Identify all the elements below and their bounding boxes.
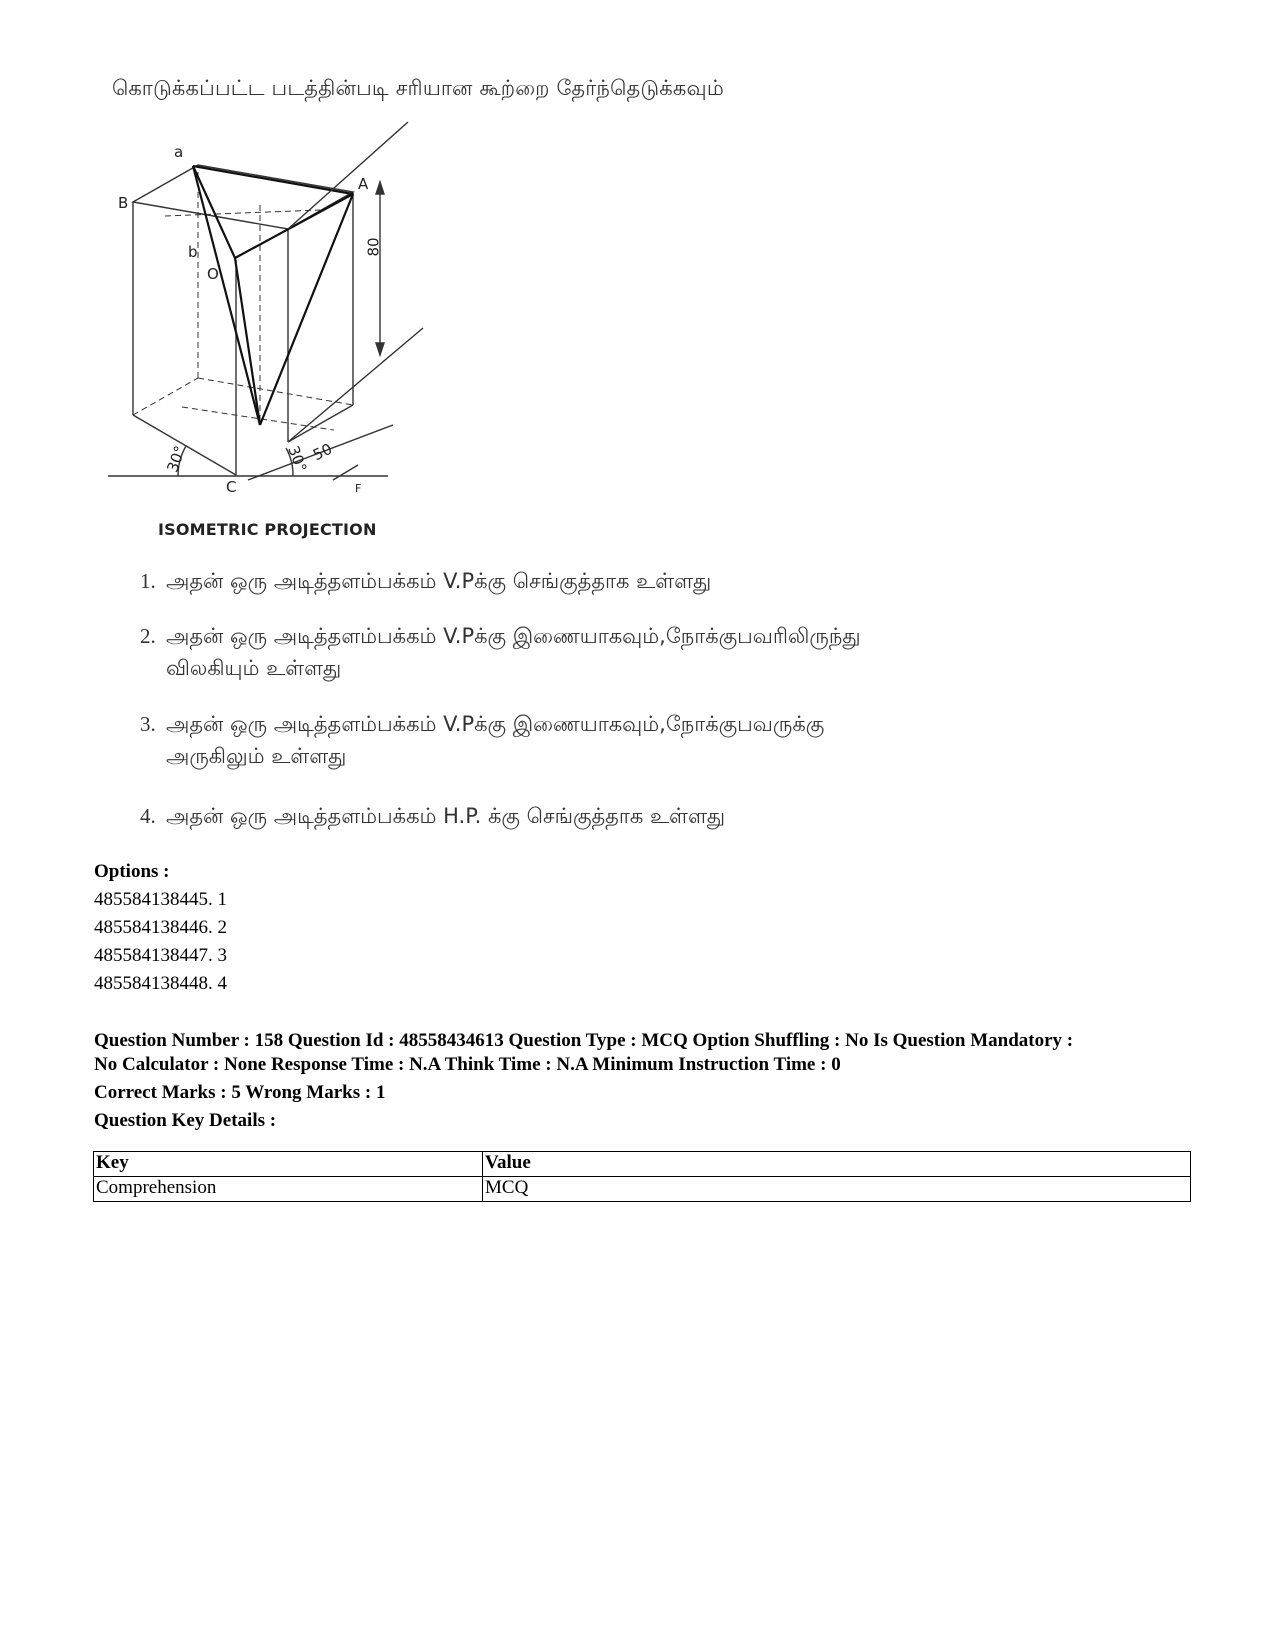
option-item: 485584138446. 2 xyxy=(94,917,227,938)
choice-3: 3. அதன் ஒரு அடித்தளம்பக்கம் V.Pக்கு இணையாகவும்,நோக்குபவருக்கு அருகிலும் உள்ளது xyxy=(140,712,825,768)
label-C: C xyxy=(226,478,237,496)
options-heading: Options : xyxy=(94,861,170,882)
option-item: 485584138447. 3 xyxy=(94,945,227,966)
table-header-row xyxy=(94,1152,1191,1177)
figure-caption: ISOMETRIC PROJECTION xyxy=(158,520,377,539)
marks-line: Correct Marks : 5 Wrong Marks : 1 xyxy=(94,1082,386,1103)
isometric-drawing xyxy=(108,120,448,540)
choice-1: 1. அதன் ஒரு அடித்தளம்பக்கம் V.Pக்கு செங்குத்தாக உள்ளது xyxy=(140,569,712,593)
option-item: 485584138445. 1 xyxy=(94,889,227,910)
choice-2: 2. அதன் ஒரு அடித்தளம்பக்கம் V.Pக்கு இணையாகவும்,நோக்குபவரிலிருந்து விலகியும் உள்ளது xyxy=(140,624,861,680)
label-a: a xyxy=(174,143,184,161)
question-meta-line-2: No Calculator : None Response Time : N.A Think Time : N.A Minimum Instruction Time : 0 xyxy=(94,1054,841,1075)
label-b: b xyxy=(188,243,198,261)
angle-left-label: 30° xyxy=(163,443,190,475)
key-details-table xyxy=(93,1151,1191,1202)
option-item: 485584138448. 4 xyxy=(94,973,227,994)
height-dimension: 80 xyxy=(364,237,383,257)
label-B: B xyxy=(118,194,129,212)
base-dimension: 50 xyxy=(310,439,336,465)
header-key: Key xyxy=(94,1152,483,1177)
cell-value: MCQ xyxy=(483,1177,1191,1202)
isometric-figure xyxy=(108,120,448,550)
question-text: கொடுக்கப்பட்ட படத்தின்படி சரியான கூற்றை தேர்ந்தெடுக்கவும் xyxy=(112,76,724,100)
table-row xyxy=(94,1177,1191,1202)
label-O: O xyxy=(207,265,219,283)
header-value: Value xyxy=(483,1152,1191,1177)
angle-right-label: 30° xyxy=(284,443,311,475)
label-A: A xyxy=(358,175,369,193)
label-F: F xyxy=(355,482,362,495)
choice-4: 4. அதன் ஒரு அடித்தளம்பக்கம் H.P. க்கு செங்குத்தாக உள்ளது xyxy=(140,804,726,828)
cell-key: Comprehension xyxy=(94,1177,483,1202)
question-meta-line-1: Question Number : 158 Question Id : 48558434613 Question Type : MCQ Option Shuffling : No Is Question Mandatory : xyxy=(94,1030,1074,1051)
key-details-heading: Question Key Details : xyxy=(94,1110,277,1131)
